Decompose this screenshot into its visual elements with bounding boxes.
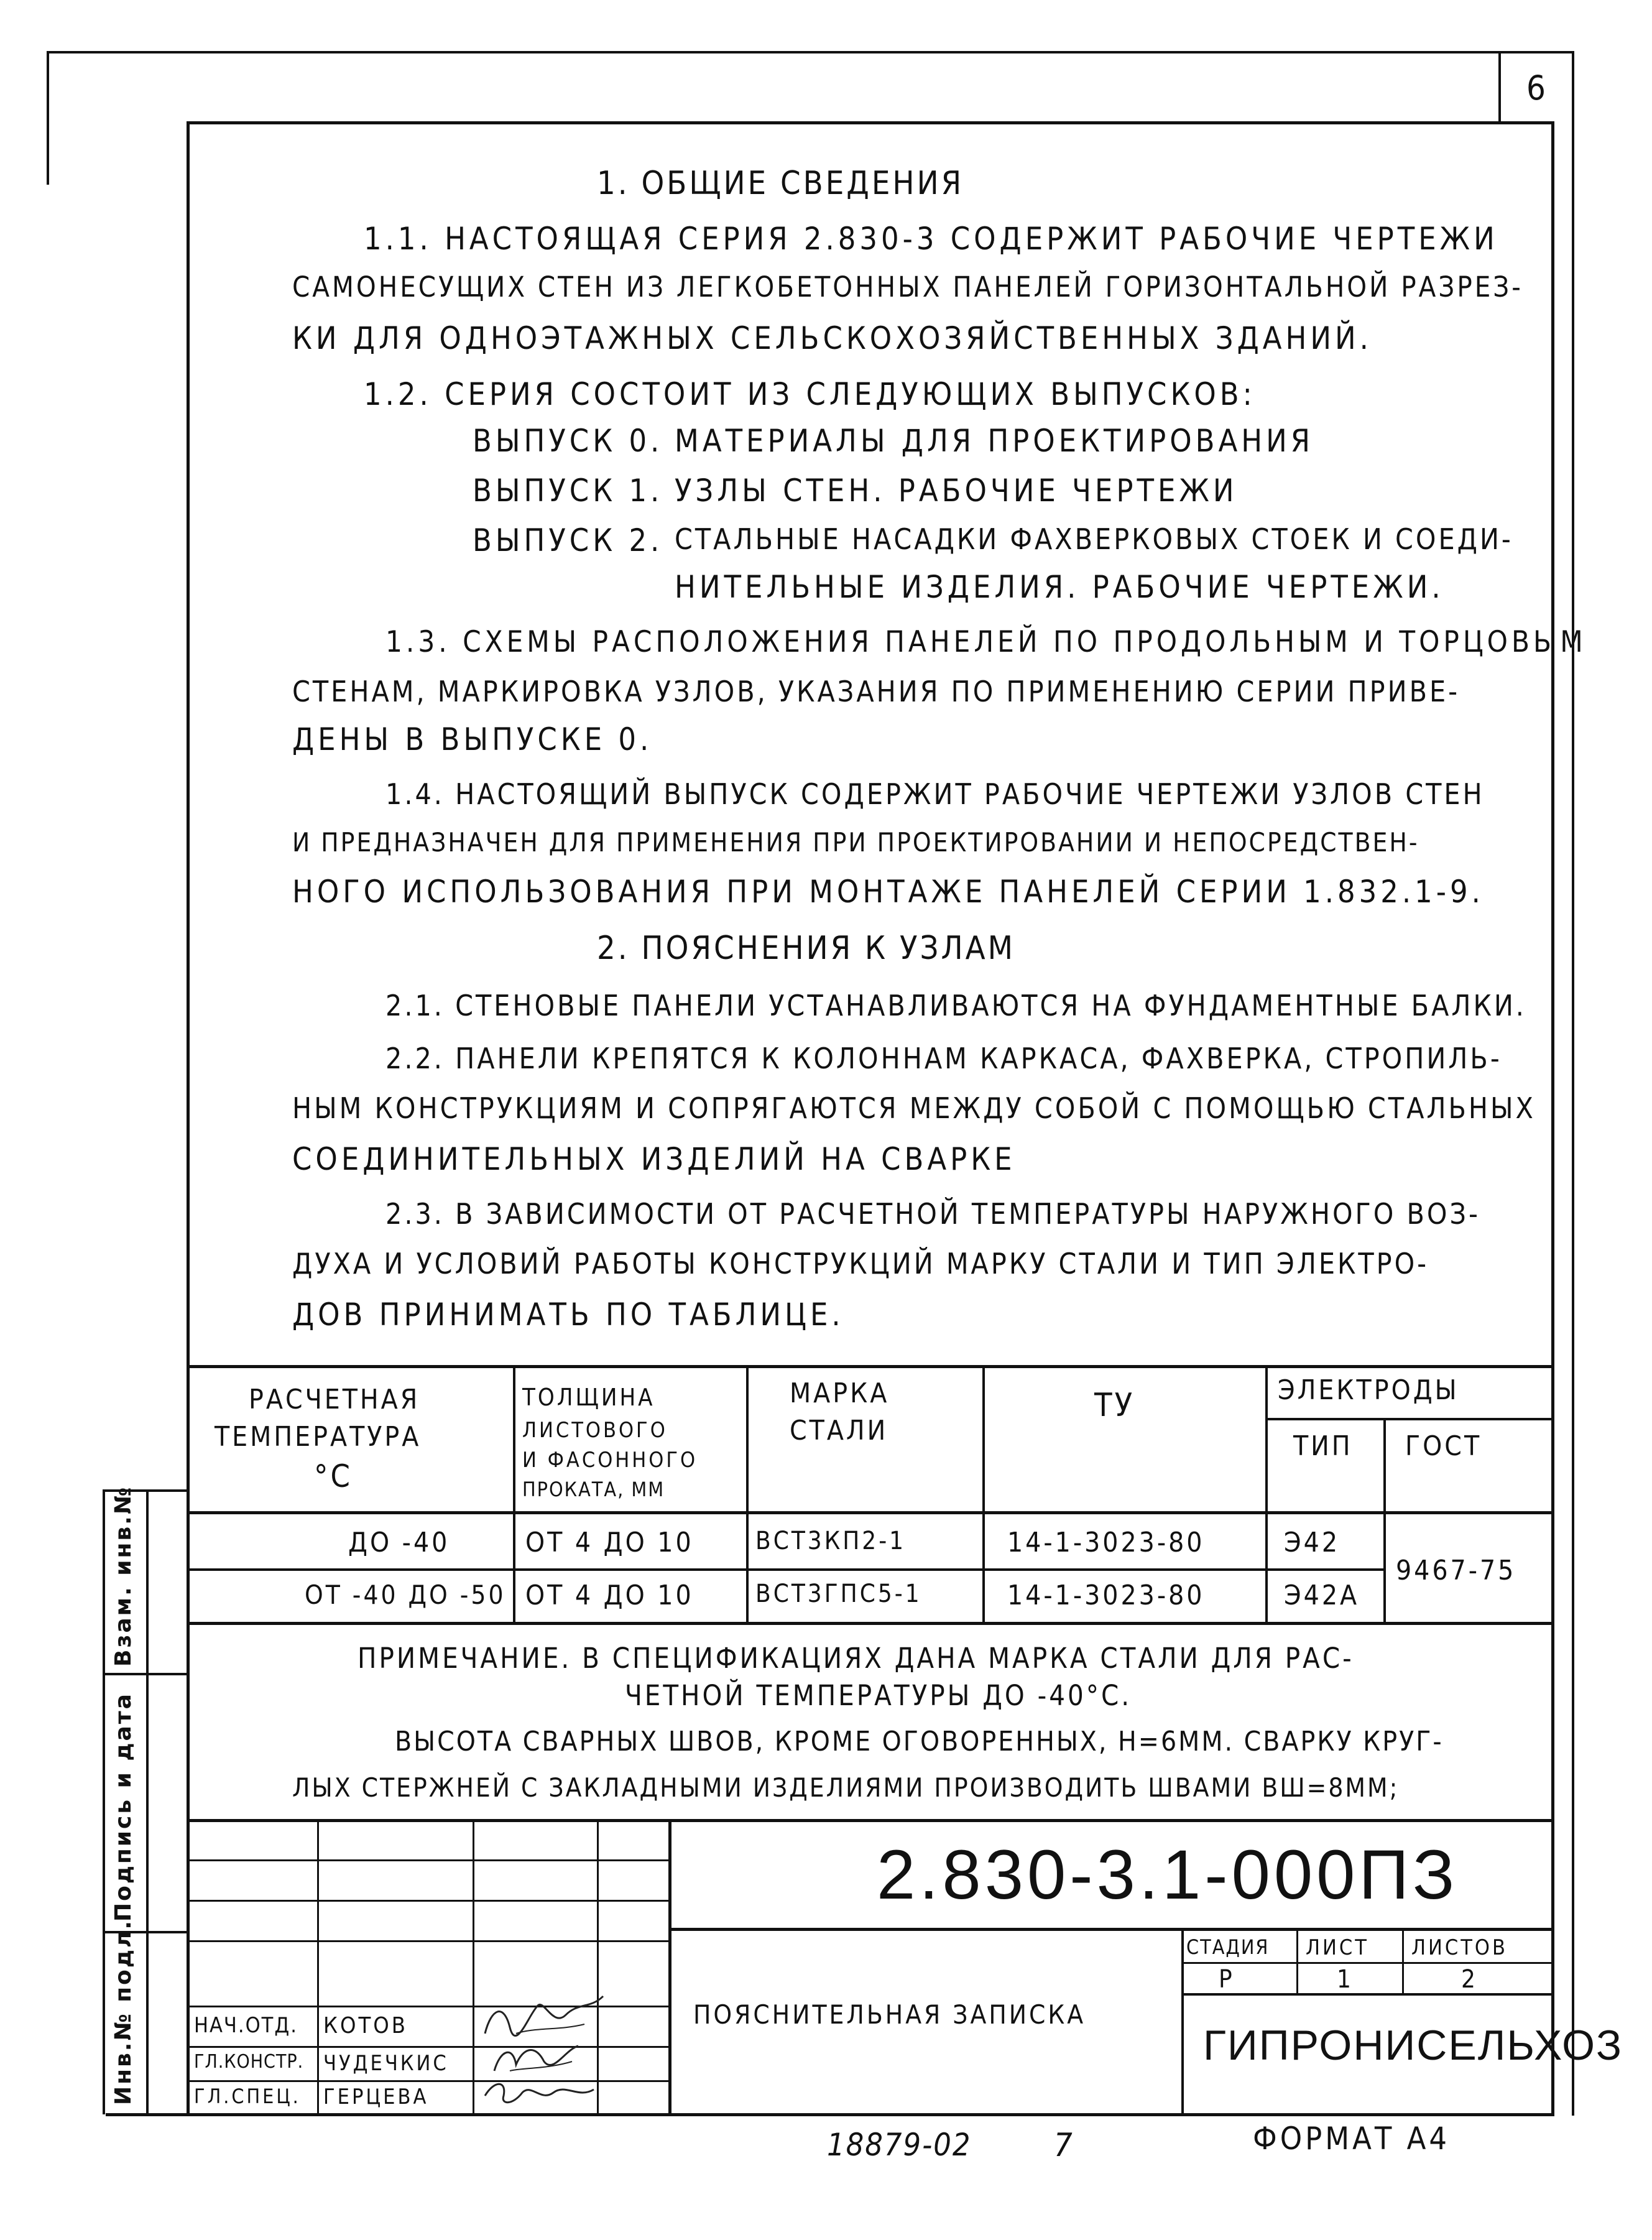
issue-2-text: СТАЛЬНЫЕ НАСАДКИ ФАХВЕРКОВЫХ СТОЕК И СОЕДИ- [675, 522, 1513, 556]
note2-line2: ЛЫХ СТЕРЖНЕЙ С ЗАКЛАДНЫМИ ИЗДЕЛИЯМИ ПРОИЗВОДИТЬ ШВАМИ ВШ=8ММ; [292, 1772, 1400, 1803]
side-stamp-div1 [103, 1673, 190, 1675]
issue-1-text: УЗЛЫ СТЕН. РАБОЧИЕ ЧЕРТЕЖИ [675, 473, 1238, 509]
p1-1-line1: 1.1. НАСТОЯЩАЯ СЕРИЯ 2.830-3 СОДЕРЖИТ РАБОЧИЕ ЧЕРТЕЖИ [364, 221, 1498, 257]
row2-tu: 14-1-3023-80 [1007, 1580, 1205, 1611]
issue-2-label: ВЫПУСК 2. [473, 522, 663, 558]
format-label: ФОРМАТ А4 [1253, 2121, 1450, 2157]
p1-4-line1: 1.4. НАСТОЯЩИЙ ВЫПУСК СОДЕРЖИТ РАБОЧИЕ ЧЕРТЕЖИ УЗЛОВ СТЕН [385, 777, 1485, 811]
side-label-inv-original: Инв.№ подл. [111, 1918, 136, 2105]
section1-heading: 1. ОБЩИЕ СВЕДЕНИЯ [597, 165, 964, 202]
row2-thickness: ОТ 4 ДО 10 [525, 1580, 694, 1611]
row1-type: Э42 [1284, 1527, 1341, 1558]
tb-stage-v2 [1402, 1928, 1404, 1993]
hdr-thick-3: И ФАСОННОГО [522, 1448, 698, 1473]
tb-stage-h1 [1181, 1962, 1551, 1964]
outer-top-line [47, 51, 1573, 53]
issue-1-label: ВЫПУСК 1. [473, 473, 663, 509]
note2-line1: ВЫСОТА СВАРНЫХ ШВОВ, КРОМЕ ОГОВОРЕННЫХ, H=6ММ. СВАРКУ КРУГ- [395, 1726, 1444, 1757]
staff-role-2: ГЛ.КОНСТР. [194, 2051, 304, 2073]
sheets-header: ЛИСТОВ [1411, 1935, 1508, 1960]
note1-line1: ПРИМЕЧАНИЕ. В СПЕЦИФИКАЦИЯХ ДАНА МАРКА СТАЛИ ДЛЯ РАС- [358, 1642, 1354, 1675]
hdr-electrodes: ЭЛЕКТРОДЫ [1278, 1374, 1459, 1406]
col-div-5 [1383, 1418, 1386, 1623]
organization: ГИПРОНИСЕЛЬХОЗ [1203, 2022, 1623, 2069]
sheet-value: 1 [1337, 1965, 1354, 1994]
side-label-signature-date: Подпись и дата [111, 1692, 136, 1922]
row2-steel: ВСТ3ГПС5-1 [755, 1580, 922, 1608]
hdr-thick-2: ЛИСТОВОГО [522, 1418, 668, 1443]
p1-1-line2: САМОНЕСУЩИХ СТЕН ИЗ ЛЕГКОБЕТОННЫХ ПАНЕЛЕЙ ГОРИЗОНТАЛЬНОЙ РАЗРЕЗ- [292, 271, 1523, 303]
hdr-temp-2: ТЕМПЕРАТУРА [215, 1421, 422, 1453]
gost-value: 9467-75 [1396, 1555, 1516, 1586]
outer-left-line [47, 51, 49, 185]
signature-3 [479, 2074, 603, 2111]
electrodes-sub-divider [1265, 1418, 1551, 1420]
frame-left [187, 121, 190, 2114]
stage-header: СТАДИЯ [1186, 1935, 1270, 1959]
row1-thickness: ОТ 4 ДО 10 [525, 1527, 694, 1558]
stamp-number: 18879-02 [827, 2127, 972, 2163]
hdr-temp-3: °С [314, 1458, 353, 1494]
tb-main-v [668, 1819, 671, 2114]
tb-stage-h2 [1181, 1993, 1551, 1996]
hdr-steel-1: МАРКА [790, 1377, 890, 1409]
row1-temp: ДО -40 [348, 1527, 450, 1558]
hdr-thick-1: ТОЛЩИНА [522, 1384, 655, 1411]
hdr-gost: ГОСТ [1405, 1430, 1482, 1462]
hdr-type: ТИП [1293, 1430, 1353, 1462]
p2-2-line1: 2.2. ПАНЕЛИ КРЕПЯТСЯ К КОЛОННАМ КАРКАСА, ФАХВЕРКА, СТРОПИЛЬ- [385, 1042, 1502, 1075]
p1-4-line3: НОГО ИСПОЛЬЗОВАНИЯ ПРИ МОНТАЖЕ ПАНЕЛЕЙ СЕРИИ 1.832.1-9. [292, 874, 1484, 910]
frame-right [1551, 121, 1554, 2114]
note1-line2: ЧЕТНОЙ ТЕМПЕРАТУРЫ ДО -40°С. [625, 1679, 1132, 1712]
p2-1-line1: 2.1. СТЕНОВЫЕ ПАНЕЛИ УСТАНАВЛИВАЮТСЯ НА ФУНДАМЕНТНЫЕ БАЛКИ. [385, 989, 1526, 1022]
table-top [190, 1365, 1551, 1368]
table-header-bottom [190, 1511, 1551, 1514]
stage-value: Р [1219, 1965, 1235, 1994]
sheet-header: ЛИСТ [1306, 1935, 1369, 1960]
frame-bottom [106, 2113, 1554, 2116]
p2-2-line3: СОЕДИНИТЕЛЬНЫХ ИЗДЕЛИЙ НА СВАРКЕ [292, 1141, 1016, 1177]
row1-tu: 14-1-3023-80 [1007, 1527, 1205, 1558]
row2-type: Э42А [1284, 1580, 1360, 1611]
hdr-thick-4: ПРОКАТА, ММ [522, 1478, 665, 1501]
side-stamp-mid [146, 1489, 149, 2114]
col-div-1 [513, 1365, 515, 1623]
hdr-tu: ТУ [1094, 1387, 1135, 1424]
side-label-replaced-inv: Взам. инв.№ [111, 1485, 136, 1667]
side-stamp-left [103, 1489, 105, 2114]
col-div-4 [1265, 1365, 1268, 1623]
col-div-3 [982, 1365, 985, 1623]
p1-2-intro: 1.2. СЕРИЯ СОСТОИТ ИЗ СЛЕДУЮЩИХ ВЫПУСКОВ: [364, 376, 1256, 412]
row2-temp: ОТ -40 ДО -50 [305, 1580, 506, 1610]
tb-left-h1 [190, 1859, 668, 1861]
sheet-num-right-line [1572, 51, 1574, 2116]
table-row-divider [190, 1568, 1383, 1571]
p1-3-line2: СТЕНАМ, МАРКИРОВКА УЗЛОВ, УКАЗАНИЯ ПО ПРИМЕНЕНИЮ СЕРИИ ПРИВЕ- [292, 675, 1460, 708]
staff-name-1: КОТОВ [323, 2013, 408, 2039]
p1-3-line3: ДЕНЫ В ВЫПУСКЕ 0. [292, 721, 653, 757]
col-div-2 [746, 1365, 749, 1623]
tb-stage-v1 [1296, 1928, 1298, 1993]
tb-left-h5 [190, 2046, 668, 2048]
row1-steel: ВСТ3КП2-1 [755, 1527, 907, 1555]
tb-left-grid-v1 [317, 1819, 319, 2114]
frame-top [187, 121, 1554, 124]
issue-2-text2: НИТЕЛЬНЫЕ ИЗДЕЛИЯ. РАБОЧИЕ ЧЕРТЕЖИ. [675, 569, 1444, 605]
designation: 2.830-3.1-000ПЗ [877, 1836, 1459, 1914]
section2-heading: 2. ПОЯСНЕНИЯ К УЗЛАМ [597, 930, 1016, 967]
tb-left-h2 [190, 1900, 668, 1902]
p2-2-line2: НЫМ КОНСТРУКЦИЯМ И СОПРЯГАЮТСЯ МЕЖДУ СОБОЙ С ПОМОЩЬЮ СТАЛЬНЫХ [292, 1091, 1536, 1125]
p2-3-line2: ДУХА И УСЛОВИЙ РАБОТЫ КОНСТРУКЦИЙ МАРКУ СТАЛИ И ТИП ЭЛЕКТРО- [292, 1247, 1429, 1280]
staff-role-3: ГЛ.СПЕЦ. [194, 2085, 301, 2108]
sheet-number: 6 [1526, 68, 1548, 108]
p1-1-line3: КИ ДЛЯ ОДНОЭТАЖНЫХ СЕЛЬСКОХОЗЯЙСТВЕННЫХ ЗДАНИЙ. [292, 320, 1372, 356]
tb-stage-v0 [1181, 1928, 1184, 2114]
issue-0-label: ВЫПУСК 0. [473, 423, 663, 459]
staff-name-2: ЧУДЕЧКИС [323, 2051, 449, 2076]
issue-0-text: МАТЕРИАЛЫ ДЛЯ ПРОЕКТИРОВАНИЯ [675, 423, 1314, 459]
staff-role-1: НАЧ.ОТД. [194, 2013, 298, 2038]
hdr-steel-2: СТАЛИ [790, 1415, 888, 1446]
sheets-value: 2 [1461, 1965, 1478, 1994]
tb-top [190, 1819, 1551, 1822]
p2-3-line1: 2.3. В ЗАВИСИМОСТИ ОТ РАСЧЕТНОЙ ТЕМПЕРАТУРЫ НАРУЖНОГО ВОЗ- [385, 1197, 1480, 1231]
tb-left-grid-v2 [473, 1819, 474, 2114]
sheet-num-left-line [1498, 51, 1501, 123]
p2-3-line3: ДОВ ПРИНИМАТЬ ПО ТАБЛИЦЕ. [292, 1297, 844, 1333]
table-bottom [190, 1622, 1551, 1625]
tb-left-grid-v3 [597, 1819, 599, 2114]
p1-3-line1: 1.3. СХЕМЫ РАСПОЛОЖЕНИЯ ПАНЕЛЕЙ ПО ПРОДОЛЬНЫМ И ТОРЦОВЫМ [385, 625, 1587, 659]
doc-title: ПОЯСНИТЕЛЬНАЯ ЗАПИСКА [693, 1999, 1086, 2030]
p1-4-line2: И ПРЕДНАЗНАЧЕН ДЛЯ ПРИМЕНЕНИЯ ПРИ ПРОЕКТИРОВАНИИ И НЕПОСРЕДСТВЕН- [292, 827, 1419, 858]
staff-name-3: ГЕРЦЕВА [323, 2085, 429, 2109]
footer-page: 7 [1054, 2127, 1075, 2164]
tb-left-h3 [190, 1940, 668, 1942]
tb-right-h1 [668, 1928, 1551, 1931]
hdr-temp-1: РАСЧЕТНАЯ [249, 1384, 420, 1415]
